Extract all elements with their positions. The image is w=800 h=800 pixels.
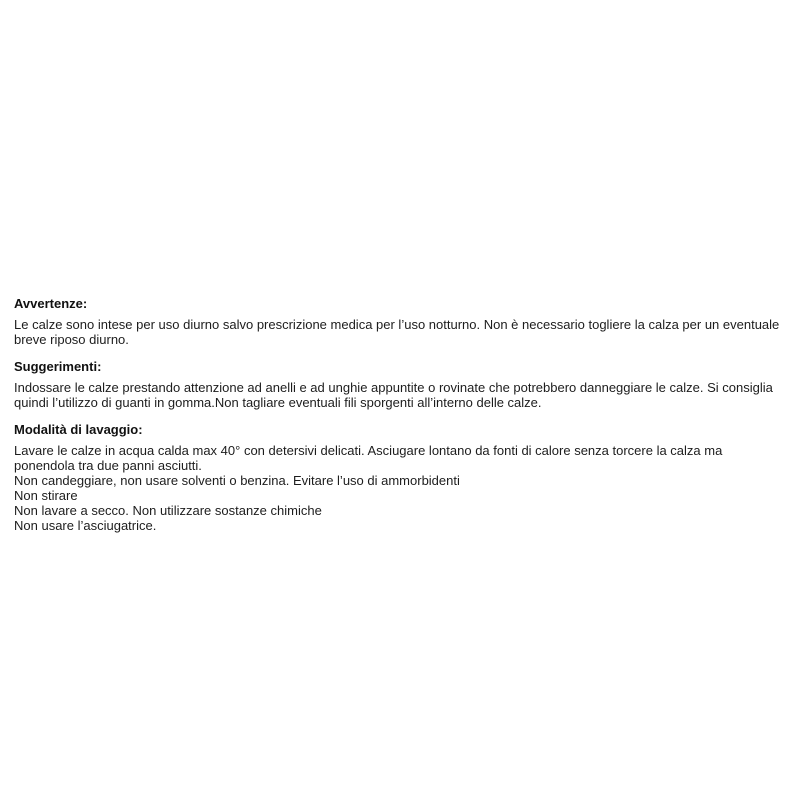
section-suggerimenti (14, 359, 786, 410)
lavaggio-line-iron: Non stirare (14, 488, 78, 503)
suggerimenti-text: Indossare le calze prestando attenzione ad anelli e ad unghie appuntite o rovinate che potrebbero danneggiare le calze. Si consiglia quindi l’utilizzo di guanti in gomma.Non tagliare eventuali fili sporgenti all’interno delle calze. (14, 380, 773, 410)
suggerimenti-heading: Suggerimenti: (14, 359, 102, 374)
lavaggio-line-dryclean: Non lavare a secco. Non utilizzare sostanze chimiche (14, 503, 322, 518)
section-avvertenze (14, 296, 786, 347)
lavaggio-line-washing: Lavare le calze in acqua calda max 40° con detersivi delicati. Asciugare lontano da fonti di calore senza torcere la calza ma ponendola tra due panni asciutti. (14, 443, 723, 473)
lavaggio-line-tumbledry: Non usare l’asciugatrice. (14, 518, 157, 533)
avvertenze-text: Le calze sono intese per uso diurno salvo prescrizione medica per l’uso notturno. Non è necessario togliere la calza per un eventuale breve riposo diurno. (14, 317, 780, 347)
lavaggio-line-bleach: Non candeggiare, non usare solventi o benzina. Evitare l’uso di ammorbidenti (14, 473, 460, 488)
section-modalita-di-lavaggio (14, 422, 786, 533)
lavaggio-heading: Modalità di lavaggio: (14, 422, 143, 437)
avvertenze-heading: Avvertenze: (14, 296, 88, 311)
